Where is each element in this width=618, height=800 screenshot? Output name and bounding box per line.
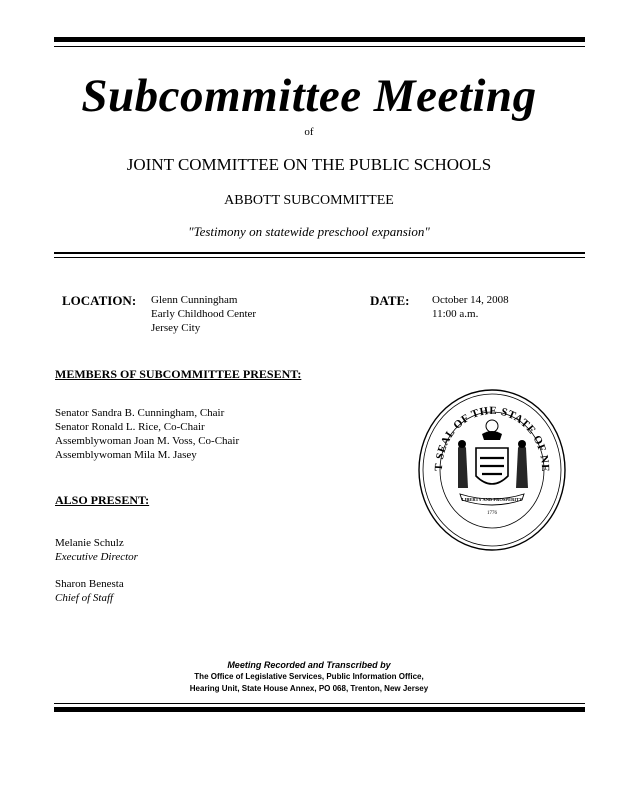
top-rule-thick xyxy=(54,37,585,42)
member-name: Senator Sandra B. Cunningham, Chair xyxy=(55,407,225,419)
location-label: LOCATION: xyxy=(62,293,137,308)
also-present-heading: ALSO PRESENT: xyxy=(55,493,150,507)
location-line: Glenn Cunningham xyxy=(151,294,238,306)
person-title: Chief of Staff xyxy=(55,592,114,604)
date-lines xyxy=(432,293,509,321)
location-line: Jersey City xyxy=(151,322,201,334)
member-name: Assemblywoman Joan M. Voss, Co-Chair xyxy=(55,435,240,447)
seal-banner: LIBERTY AND PROSPERITY xyxy=(461,497,523,502)
new-jersey-state-seal-icon xyxy=(418,388,566,552)
date-label: DATE: xyxy=(370,293,410,308)
subcommittee-name: ABBOTT SUBCOMMITTEE xyxy=(224,193,394,208)
members-heading: MEMBERS OF SUBCOMMITTEE PRESENT: xyxy=(55,367,302,381)
member-name: Assemblywoman Mila M. Jasey xyxy=(55,449,197,461)
committee-name: JOINT COMMITTEE ON THE PUBLIC SCHOOLS xyxy=(126,155,492,174)
of-text: of xyxy=(304,126,314,138)
seal-year: 1776 xyxy=(487,511,497,516)
middle-rule-2 xyxy=(54,257,585,258)
also-present-person xyxy=(55,536,138,564)
date-line: October 14, 2008 xyxy=(432,294,509,306)
location-line: Early Childhood Center xyxy=(151,308,257,320)
member-name: Senator Ronald L. Rice, Co-Chair xyxy=(55,421,205,433)
top-rule-thin xyxy=(54,46,585,47)
seal-text: T SEAL OF THE STATE OF NE xyxy=(432,404,552,473)
also-present-person xyxy=(55,577,124,605)
footer-line-3: Hearing Unit, State House Annex, PO 068, Trenton, New Jersey xyxy=(189,684,429,693)
person-title: Executive Director xyxy=(55,551,138,563)
person-name: Sharon Benesta xyxy=(55,578,124,590)
person-name: Melanie Schulz xyxy=(55,537,124,549)
middle-rule-1 xyxy=(54,252,585,254)
footer-line-2: The Office of Legislative Services, Public Information Office, xyxy=(194,672,424,681)
location-lines xyxy=(151,293,256,335)
footer-line-1: Meeting Recorded and Transcribed by xyxy=(227,660,391,670)
meeting-subject: "Testimony on statewide preschool expansion" xyxy=(188,224,430,239)
bottom-rule-thick xyxy=(54,707,585,712)
page-title: Subcommittee Meeting xyxy=(81,70,537,122)
bottom-rule-thin xyxy=(54,703,585,704)
members-list xyxy=(55,406,239,462)
date-line: 11:00 a.m. xyxy=(432,308,479,320)
